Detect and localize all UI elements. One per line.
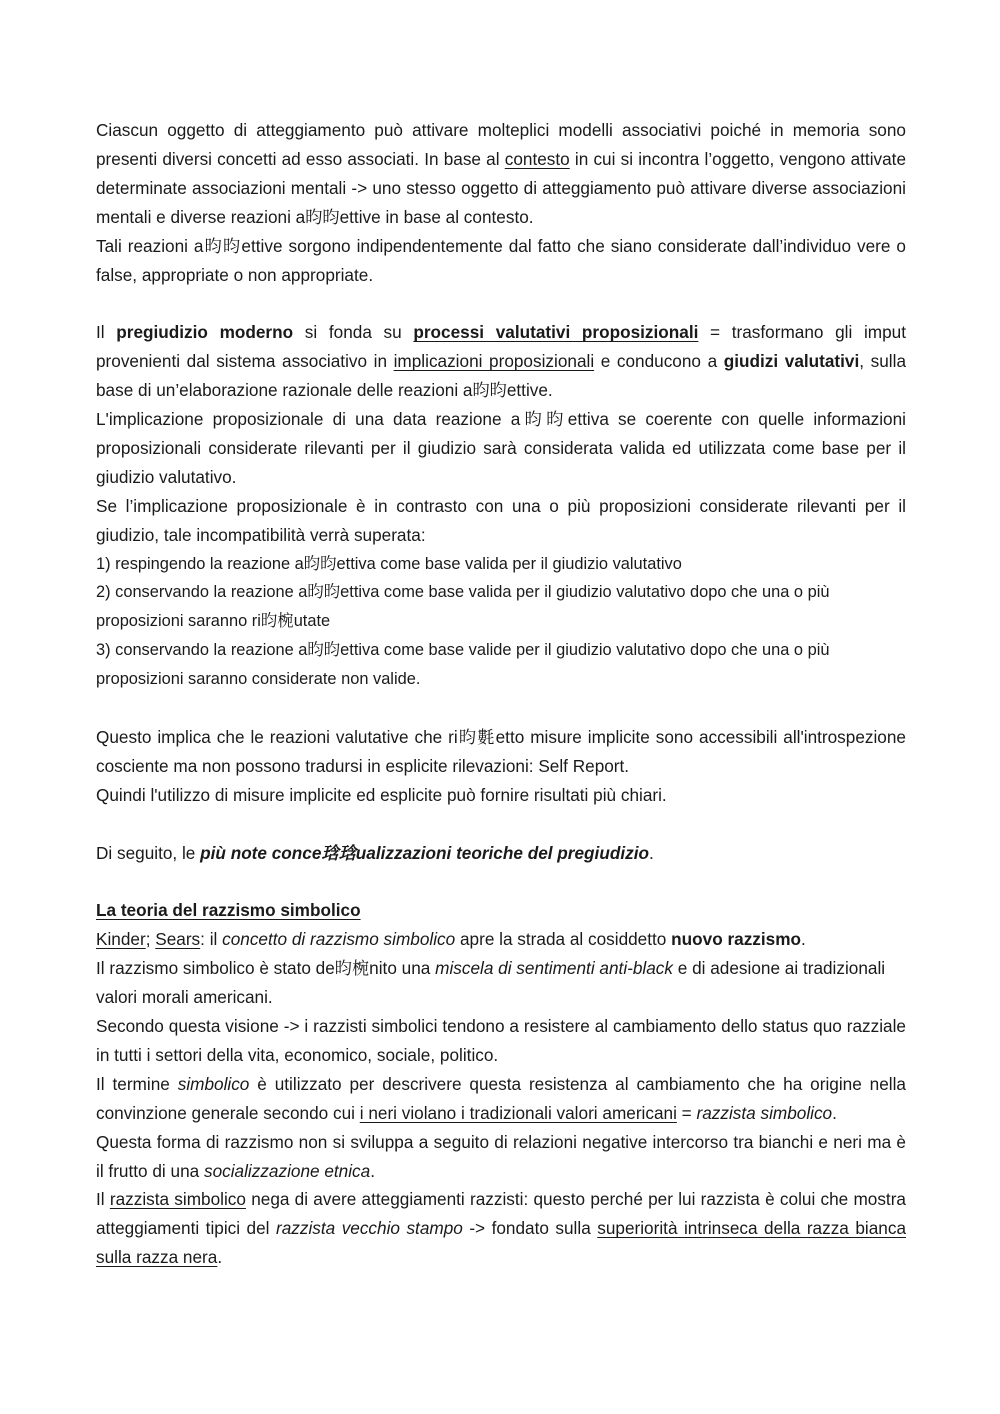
- text: .: [832, 1102, 837, 1123]
- italic-term: razzista simbolico: [696, 1102, 833, 1123]
- paragraph-authors: [96, 925, 906, 954]
- paragraph-definition: [96, 954, 906, 983]
- bold-italic-term: più note conce琀琀ualizzazioni teoriche del pregiudizio: [200, 842, 649, 863]
- section-heading: La teoria del razzismo simbolico: [96, 900, 361, 921]
- text: : il: [200, 929, 223, 950]
- text: .: [801, 929, 806, 950]
- list-item: 2) conservando la reazione a昀昀ettiva come base valida per il giudizio valutativo dopo che una o più proposizioni saranno ri昀椀utate: [96, 583, 830, 631]
- paragraph-denial: [96, 1185, 906, 1272]
- paragraph-affective-reactions: Tali reazioni a昀昀ettive sorgono indipendentemente dal fatto che siano considerate dall’individuo vere o false, appropriate o non appropriate.: [96, 235, 906, 285]
- underlined-term: superiorità intrinseca della razza bianca sulla razza nera: [96, 1218, 907, 1268]
- text: .: [370, 1160, 375, 1181]
- text: Il: [96, 1189, 110, 1210]
- italic-term: socializzazione etnica: [203, 1160, 371, 1181]
- paragraph-introspection: Questo implica che le reazioni valutative che ri昀氀etto misure implicite sono accessibili all'introspezione cosciente ma non possono tradursi in esplicite rilevazioni: Self Report.: [96, 727, 906, 776]
- paragraph-intro-theories: [96, 839, 906, 868]
- italic-term: razzista vecchio stampo: [275, 1218, 463, 1239]
- underlined-term: razzista simbolico: [109, 1189, 246, 1210]
- bold-term: nuovo razzismo: [671, 929, 802, 950]
- text: ;: [145, 929, 156, 950]
- text: Il razzismo simbolico è stato de昀椀nito una: [96, 958, 436, 979]
- text: .: [648, 842, 654, 863]
- text: e di adesione ai tradizionali: [672, 958, 886, 979]
- paragraph-symbolic-term: [96, 1070, 906, 1128]
- underlined-term: implicazioni proposizionali: [393, 351, 595, 372]
- list-item: 3) conservando la reazione a昀昀ettiva come base valide per il giudizio valutativo dopo che una o più proposizioni saranno considerate non valide.: [96, 641, 830, 689]
- list-item: 1) respingendo la reazione a昀昀ettiva come base valida per il giudizio valutativo: [96, 554, 682, 573]
- text: Il: [96, 322, 117, 343]
- text: in cui si incontra l’oggetto, vengono attivate determinate associazioni mentali -> uno stesso oggetto di atteggiamento può attivare diverse associazioni mentali e diverse reazioni a昀昀ettive in base al contesto.: [96, 148, 907, 227]
- text: Ciascun oggetto di atteggiamento può attivare molteplici modelli associativi poiché in memoria sono presenti diversi concetti ad esso associati. In base al: [96, 120, 906, 169]
- bold-underlined-term: processi valutativi proposizionali: [413, 322, 699, 343]
- text: si fonda su: [293, 322, 414, 343]
- text: Di seguito, le: [96, 842, 201, 863]
- text: .: [217, 1247, 223, 1268]
- paragraph-measures: Quindi l'utilizzo di misure implicite ed esplicite può fornire risultati più chiari.: [96, 784, 667, 805]
- paragraph-implication: L'implicazione proposizionale di una data reazione a昀昀ettiva se coerente con quelle informazioni proposizionali considerate rilevanti per il giudizio sarà considerata valida ed utilizzata come base per il giudizio valutativo.: [96, 409, 906, 487]
- text: , sulla base di un’elaborazione razionale delle reazioni a昀昀ettive.: [96, 351, 906, 401]
- paragraph-contrast: Se l’implicazione proposizionale è in contrasto con una o più proposizioni considerate rilevanti per il giudizio, tale incompatibilità verrà superata:: [96, 495, 906, 545]
- text: Il termine: [96, 1073, 178, 1094]
- underlined-term: i neri violano i tradizionali valori americani: [359, 1102, 677, 1123]
- bold-term: pregiudizio moderno: [116, 322, 294, 343]
- author-name: Sears: [155, 929, 201, 950]
- text: = trasformano gli imput provenienti dal sistema associativo in: [96, 322, 907, 372]
- document-page: [96, 116, 906, 1272]
- underlined-term: contesto: [504, 148, 570, 169]
- italic-term: concetto di razzismo simbolico: [222, 929, 456, 950]
- italic-term: simbolico: [177, 1073, 250, 1094]
- text: è utilizzato per descrivere questa resistenza al cambiamento che ha origine nella convinzione generale secondo cui: [96, 1073, 906, 1123]
- paragraph-modern-prejudice: [96, 318, 906, 405]
- text: nega di avere atteggiamenti razzisti: questo perché per lui razzista è colui che mostra atteggiamenti tipici del: [96, 1189, 906, 1239]
- paragraph-values: valori morali americani.: [96, 987, 273, 1008]
- paragraph-socialization: [96, 1128, 906, 1186]
- text: =: [676, 1102, 697, 1123]
- italic-term: miscela di sentimenti anti-black: [435, 958, 673, 979]
- author-name: Kinder: [96, 929, 146, 950]
- text: apre la strada al cosiddetto: [455, 929, 672, 950]
- paragraph-resistance: Secondo questa visione -> i razzisti simbolici tendono a resistere al cambiamento dello status quo razziale in tutti i settori della vita, economico, sociale, politico.: [96, 1016, 906, 1065]
- paragraph-context: [96, 116, 906, 232]
- text: Questa forma di razzismo non si sviluppa a seguito di relazioni negative intercorso tra bianchi e neri ma è il frutto di una: [96, 1131, 906, 1181]
- text: e conducono a: [594, 351, 724, 372]
- text: -> fondato sulla: [462, 1218, 598, 1239]
- bold-term: giudizi valutativi: [723, 351, 860, 372]
